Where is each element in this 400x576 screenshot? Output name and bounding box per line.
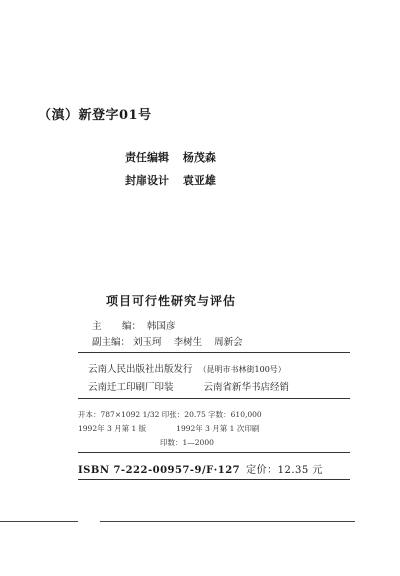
divider — [78, 479, 350, 480]
edition-date: 1992年 3 月第 1 版 — [78, 424, 147, 433]
deputy-name: 李树生 — [173, 337, 203, 348]
price: 定价：12.35 元 — [246, 465, 323, 476]
print-run: 印数：1—2000 — [160, 438, 214, 447]
format-specs: 开本：787×1092 1/32 印张：20.75 字数：610,000 — [78, 410, 262, 419]
page-edge-line — [0, 521, 78, 522]
printer-line — [88, 379, 289, 393]
chief-name: 韩国彦 — [147, 321, 176, 332]
book-title: 项目可行性研究与评估 — [106, 294, 237, 308]
distributor-name: 云南省新华书店经销 — [203, 382, 290, 393]
deputy-name: 周新会 — [214, 337, 243, 348]
registration-number: （滇）新登字01号 — [38, 108, 152, 123]
deputy-editors — [92, 334, 255, 348]
isbn-line — [78, 461, 323, 476]
divider — [78, 352, 350, 353]
cover-design-credit — [125, 172, 216, 188]
editor-name: 杨茂森 — [182, 151, 216, 164]
chief-editor — [92, 318, 176, 332]
isbn-number: ISBN 7-222-00957-9/F·127 — [78, 465, 241, 476]
editor-credit — [125, 149, 216, 165]
chief-label-2: 编： — [122, 321, 142, 332]
printer-name: 云南迁工印刷厂印装 — [88, 382, 174, 393]
publisher-address: （昆明市书林街100号） — [198, 365, 286, 374]
edition-info — [78, 423, 259, 434]
deputy-label: 副主编： — [92, 337, 131, 348]
divider — [78, 452, 350, 453]
printing-date: 1992年 3 月第 1 次印刷 — [176, 424, 260, 433]
editor-role: 责任编辑 — [125, 151, 169, 164]
chief-label: 主 — [92, 321, 102, 332]
publisher-name: 云南人民出版社出版发行 — [88, 364, 193, 375]
cover-role: 封扉设计 — [125, 174, 169, 187]
page-edge-line — [100, 521, 355, 522]
divider — [78, 398, 350, 399]
publisher-line — [88, 361, 286, 375]
cover-name: 袁亚雄 — [182, 174, 216, 187]
deputy-name: 刘玉珂 — [133, 337, 162, 348]
